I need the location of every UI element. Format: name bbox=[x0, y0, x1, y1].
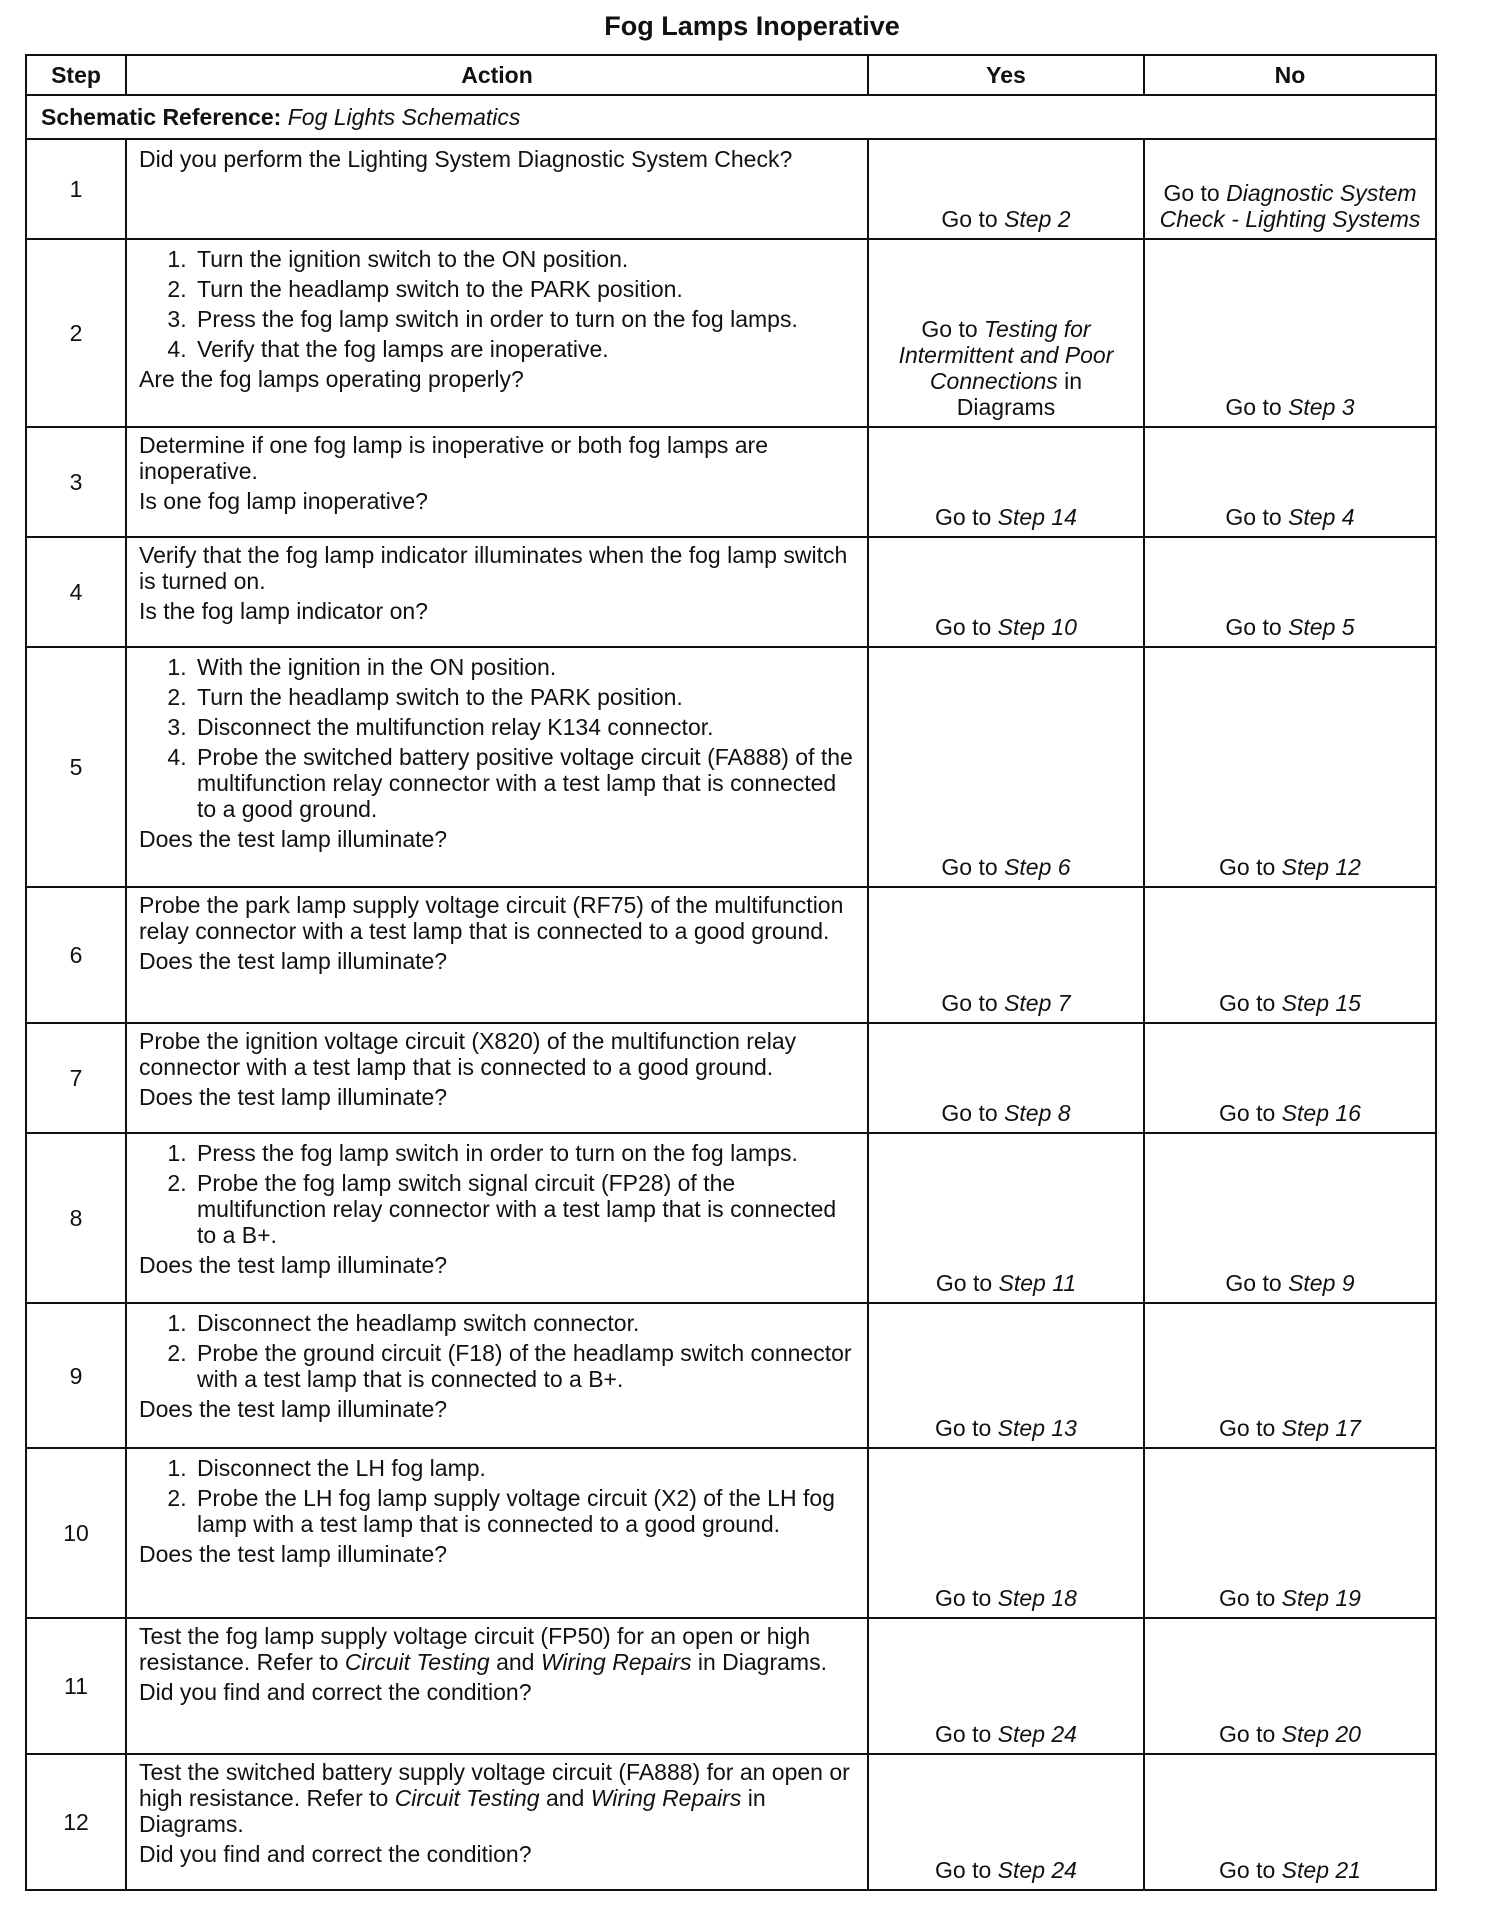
header-yes: Yes bbox=[868, 55, 1144, 95]
yes-target-link[interactable]: Step 14 bbox=[997, 504, 1077, 530]
step-action bbox=[126, 1618, 868, 1754]
step-question: Did you find and correct the condition? bbox=[139, 1841, 532, 1867]
step-question: Does the test lamp illuminate? bbox=[139, 1541, 448, 1567]
step-number: 6 bbox=[26, 887, 126, 1023]
no-action bbox=[1144, 887, 1436, 1023]
step-row bbox=[26, 1023, 1436, 1133]
yes-prefix: Go to bbox=[941, 990, 998, 1016]
yes-action bbox=[868, 887, 1144, 1023]
step-number: 7 bbox=[26, 1023, 126, 1133]
no-action bbox=[1144, 1303, 1436, 1448]
reference-link[interactable]: Circuit Testing bbox=[344, 1649, 490, 1675]
no-action bbox=[1144, 239, 1436, 427]
no-target-link[interactable]: Step 5 bbox=[1288, 614, 1355, 640]
step-row bbox=[26, 239, 1436, 427]
no-target-link[interactable]: Step 17 bbox=[1281, 1415, 1361, 1441]
step-instructions bbox=[139, 654, 855, 822]
schematic-reference-link[interactable]: Fog Lights Schematics bbox=[287, 104, 521, 130]
step-question: Is one fog lamp inoperative? bbox=[139, 488, 428, 514]
no-target-link[interactable]: Step 20 bbox=[1281, 1721, 1361, 1747]
step-statement: Probe the ignition voltage circuit (X820) of the multifunction relay connector with a test lamp that is connected to a good ground. bbox=[139, 1028, 797, 1080]
no-target-link[interactable]: Step 21 bbox=[1281, 1857, 1361, 1883]
instruction-item: 2. Probe the fog lamp switch signal circuit (FP28) of the multifunction relay connector with a test lamp that is connected to a B+. bbox=[193, 1170, 855, 1248]
instruction-item: 1. With the ignition in the ON position. bbox=[193, 654, 855, 680]
diagnostic-table bbox=[25, 54, 1437, 1891]
statement-text: and bbox=[539, 1785, 591, 1811]
yes-target-link[interactable]: Step 7 bbox=[1004, 990, 1071, 1016]
yes-target-link[interactable]: Step 2 bbox=[1004, 206, 1071, 232]
no-action bbox=[1144, 1618, 1436, 1754]
yes-suffix: in Diagrams bbox=[956, 368, 1083, 420]
step-statement bbox=[139, 1623, 855, 1675]
no-target-link[interactable]: Step 3 bbox=[1288, 394, 1355, 420]
no-prefix: Go to bbox=[1219, 854, 1276, 880]
instruction-item: 4. Probe the switched battery positive voltage circuit (FA888) of the multifunction relay connector with a test lamp that is connected to a good ground. bbox=[193, 744, 855, 822]
yes-action bbox=[868, 1303, 1144, 1448]
yes-prefix: Go to bbox=[935, 1857, 992, 1883]
step-action bbox=[126, 1023, 868, 1133]
yes-action bbox=[868, 427, 1144, 537]
yes-target-link[interactable]: Step 6 bbox=[1004, 854, 1071, 880]
yes-target-link[interactable]: Step 10 bbox=[997, 614, 1077, 640]
step-instructions bbox=[139, 1140, 855, 1248]
step-instructions bbox=[139, 1455, 855, 1537]
no-action bbox=[1144, 537, 1436, 647]
no-prefix: Go to bbox=[1219, 1585, 1276, 1611]
header-action: Action bbox=[126, 55, 868, 95]
instruction-item: 1. Press the fog lamp switch in order to turn on the fog lamps. bbox=[193, 1140, 855, 1166]
step-row bbox=[26, 1133, 1436, 1303]
instruction-item: 2. Turn the headlamp switch to the PARK position. bbox=[193, 684, 855, 710]
step-statement: Probe the park lamp supply voltage circuit (RF75) of the multifunction relay connector with a test lamp that is connected to a good ground. bbox=[139, 892, 844, 944]
page-title: Fog Lamps Inoperative bbox=[604, 11, 900, 41]
step-number: 1 bbox=[26, 139, 126, 239]
no-action bbox=[1144, 1133, 1436, 1303]
reference-link[interactable]: Circuit Testing bbox=[394, 1785, 540, 1811]
step-question: Does the test lamp illuminate? bbox=[139, 1084, 448, 1110]
instruction-item: 3. Press the fog lamp switch in order to turn on the fog lamps. bbox=[193, 306, 855, 332]
no-prefix: Go to bbox=[1219, 990, 1276, 1016]
instruction-item: 1. Disconnect the headlamp switch connector. bbox=[193, 1310, 855, 1336]
step-row bbox=[26, 537, 1436, 647]
step-row bbox=[26, 647, 1436, 887]
header-row bbox=[26, 55, 1436, 95]
yes-action bbox=[868, 1618, 1144, 1754]
step-row bbox=[26, 139, 1436, 239]
yes-prefix: Go to bbox=[935, 1415, 992, 1441]
yes-action bbox=[868, 1754, 1144, 1890]
step-number: 3 bbox=[26, 427, 126, 537]
yes-prefix: Go to bbox=[935, 1585, 992, 1611]
yes-action bbox=[868, 1023, 1144, 1133]
step-number: 4 bbox=[26, 537, 126, 647]
step-row bbox=[26, 427, 1436, 537]
instruction-item: 3. Disconnect the multifunction relay K134 connector. bbox=[193, 714, 855, 740]
schematic-reference-row bbox=[26, 95, 1436, 139]
no-target-link[interactable]: Step 9 bbox=[1288, 1270, 1355, 1296]
step-number: 12 bbox=[26, 1754, 126, 1890]
step-action bbox=[126, 1303, 868, 1448]
step-question: Does the test lamp illuminate? bbox=[139, 1252, 448, 1278]
yes-action bbox=[868, 139, 1144, 239]
step-action bbox=[126, 537, 868, 647]
step-action bbox=[126, 1754, 868, 1890]
step-question: Does the test lamp illuminate? bbox=[139, 826, 448, 852]
yes-prefix: Go to bbox=[935, 1721, 992, 1747]
schematic-reference-label: Schematic Reference: bbox=[41, 104, 282, 130]
step-statement: Verify that the fog lamp indicator illuminates when the fog lamp switch is turned on. bbox=[139, 542, 848, 594]
statement-text: in Diagrams. bbox=[139, 1785, 766, 1837]
yes-action bbox=[868, 1133, 1144, 1303]
no-prefix: Go to bbox=[1219, 1857, 1276, 1883]
no-action bbox=[1144, 139, 1436, 239]
step-row bbox=[26, 887, 1436, 1023]
step-row bbox=[26, 1754, 1436, 1890]
step-action bbox=[126, 427, 868, 537]
step-row bbox=[26, 1448, 1436, 1618]
step-number: 10 bbox=[26, 1448, 126, 1618]
step-instructions bbox=[139, 1310, 855, 1392]
yes-action bbox=[868, 239, 1144, 427]
step-question: Does the test lamp illuminate? bbox=[139, 1396, 448, 1422]
yes-target-link[interactable]: Step 24 bbox=[997, 1857, 1077, 1883]
yes-target-link[interactable]: Step 13 bbox=[997, 1415, 1077, 1441]
instruction-item: 1. Turn the ignition switch to the ON position. bbox=[193, 246, 855, 272]
no-prefix: Go to bbox=[1225, 614, 1282, 640]
step-action bbox=[126, 1448, 868, 1618]
statement-text: and bbox=[489, 1649, 541, 1675]
no-target-link[interactable]: Step 19 bbox=[1281, 1585, 1361, 1611]
no-action bbox=[1144, 1754, 1436, 1890]
instruction-item: 4. Verify that the fog lamps are inoperative. bbox=[193, 336, 855, 362]
reference-link[interactable]: Wiring Repairs bbox=[540, 1649, 692, 1675]
header-no: No bbox=[1144, 55, 1436, 95]
instruction-item: 2. Turn the headlamp switch to the PARK position. bbox=[193, 276, 855, 302]
step-question: Are the fog lamps operating properly? bbox=[139, 366, 524, 392]
step-statement bbox=[139, 1759, 855, 1837]
no-prefix: Go to bbox=[1219, 1415, 1276, 1441]
step-number: 9 bbox=[26, 1303, 126, 1448]
yes-target-link[interactable]: Step 24 bbox=[997, 1721, 1077, 1747]
step-question: Did you perform the Lighting System Diagnostic System Check? bbox=[139, 146, 793, 172]
step-question: Is the fog lamp indicator on? bbox=[139, 598, 428, 624]
step-question: Did you find and correct the condition? bbox=[139, 1679, 532, 1705]
yes-target-link[interactable]: Step 18 bbox=[997, 1585, 1077, 1611]
statement-text: in Diagrams. bbox=[691, 1649, 827, 1675]
step-number: 8 bbox=[26, 1133, 126, 1303]
yes-action bbox=[868, 537, 1144, 647]
no-target-link[interactable]: Diagnostic System Check - Lighting Systems bbox=[1159, 180, 1421, 232]
step-action bbox=[126, 239, 868, 427]
statement-text: Test the switched battery supply voltage circuit (FA888) for an open or high resistance. Refer to bbox=[139, 1759, 850, 1811]
yes-prefix: Go to bbox=[921, 316, 978, 342]
yes-target-link[interactable]: Step 11 bbox=[998, 1270, 1077, 1296]
yes-action bbox=[868, 647, 1144, 887]
step-action bbox=[126, 139, 868, 239]
step-action bbox=[126, 647, 868, 887]
schematic-reference bbox=[26, 95, 1436, 139]
yes-target-link[interactable]: Testing for Intermittent and Poor Connections bbox=[898, 316, 1114, 394]
step-instructions bbox=[139, 246, 855, 362]
no-prefix: Go to bbox=[1163, 180, 1220, 206]
yes-prefix: Go to bbox=[941, 206, 998, 232]
yes-target-link[interactable]: Step 8 bbox=[1004, 1100, 1071, 1126]
yes-prefix: Go to bbox=[935, 1270, 993, 1296]
no-prefix: Go to bbox=[1219, 1100, 1276, 1126]
step-number: 2 bbox=[26, 239, 126, 427]
instruction-item: 2. Probe the ground circuit (F18) of the headlamp switch connector with a test lamp that is connected to a B+. bbox=[193, 1340, 855, 1392]
no-action bbox=[1144, 427, 1436, 537]
yes-prefix: Go to bbox=[941, 1100, 998, 1126]
yes-prefix: Go to bbox=[935, 504, 992, 530]
step-row bbox=[26, 1618, 1436, 1754]
instruction-item: 1. Disconnect the LH fog lamp. bbox=[193, 1455, 855, 1481]
no-prefix: Go to bbox=[1219, 1721, 1276, 1747]
yes-prefix: Go to bbox=[941, 854, 998, 880]
no-target-link[interactable]: Step 12 bbox=[1281, 854, 1361, 880]
instruction-item: 2. Probe the LH fog lamp supply voltage circuit (X2) of the LH fog lamp with a test lamp that is connected to a good ground. bbox=[193, 1485, 855, 1537]
no-prefix: Go to bbox=[1225, 1270, 1282, 1296]
no-action bbox=[1144, 647, 1436, 887]
statement-text: Test the fog lamp supply voltage circuit (FP50) for an open or high resistance. Refer to bbox=[139, 1623, 811, 1675]
no-prefix: Go to bbox=[1225, 504, 1282, 530]
reference-link[interactable]: Wiring Repairs bbox=[590, 1785, 742, 1811]
no-action bbox=[1144, 1023, 1436, 1133]
no-prefix: Go to bbox=[1225, 394, 1282, 420]
yes-prefix: Go to bbox=[935, 614, 992, 640]
no-action bbox=[1144, 1448, 1436, 1618]
step-statement: Determine if one fog lamp is inoperative or both fog lamps are inoperative. bbox=[139, 432, 768, 484]
step-number: 11 bbox=[26, 1618, 126, 1754]
step-number: 5 bbox=[26, 647, 126, 887]
step-row bbox=[26, 1303, 1436, 1448]
step-action bbox=[126, 1133, 868, 1303]
no-target-link[interactable]: Step 16 bbox=[1281, 1100, 1361, 1126]
yes-action bbox=[868, 1448, 1144, 1618]
step-question: Does the test lamp illuminate? bbox=[139, 948, 448, 974]
header-step: Step bbox=[26, 55, 126, 95]
no-target-link[interactable]: Step 15 bbox=[1281, 990, 1361, 1016]
step-action bbox=[126, 887, 868, 1023]
no-target-link[interactable]: Step 4 bbox=[1288, 504, 1355, 530]
